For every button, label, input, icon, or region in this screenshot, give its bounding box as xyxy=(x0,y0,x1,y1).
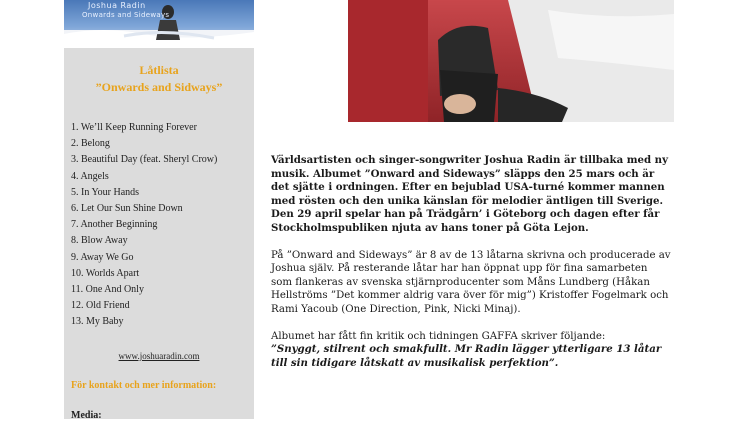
track-item: 10. Worlds Apart xyxy=(71,267,140,279)
track-item: 7. Another Beginning xyxy=(71,219,158,231)
track-item: 2. Belong xyxy=(71,138,110,150)
lead-paragraph: Världsartisten och singer-songwriter Joshua Radin är tillbaka med ny musik. Albumet ”Onward and Sideways” släpps den 25 mars och är det sjätte i ordningen. Efter en bejublad USA-turné kommer mannen med rösten och den unika känslan för melodier äntligen till Sverige. Den 29 april spelar han på Trädgårn’ i Göteborg och dagen efter får Stockholmspubliken njuta av hans toner på Göta Lejon. xyxy=(271,154,668,234)
track-item: 8. Blow Away xyxy=(71,235,128,247)
track-item: 5. In Your Hands xyxy=(71,186,140,198)
track-list-title xyxy=(64,62,254,96)
contact-heading: För kontakt och mer information: xyxy=(71,380,217,391)
track-item: 13. My Baby xyxy=(71,316,124,328)
sidebar xyxy=(64,0,254,419)
cover-album-text: Onwards and Sideways xyxy=(82,11,170,19)
press-release-body xyxy=(271,154,671,370)
track-item: 4. Angels xyxy=(71,170,109,182)
album-cover-image xyxy=(64,0,254,48)
website-link[interactable]: www.joshuaradin.com xyxy=(118,351,200,361)
track-item: 9. Away We Go xyxy=(71,251,134,263)
track-list xyxy=(71,120,217,331)
paragraph-collaborations: På ”Onward and Sideways” är 8 av de 13 låtarna skrivna och producerade av Joshua själv. På resterande låtar har han öppnat upp för fina samarbeten som flankeras av svenska stjärnproducenter som Måns Lundberg (Håkan Hellströms ”Det kommer aldrig vara över för mig”) Kristoffer Fogelmark och Rami Yacoub (One Direction, Pink, Nicki Minaj). xyxy=(271,249,671,315)
review-intro: Albumet har fått fin kritik och tidningen GAFFA skriver följande: xyxy=(271,330,606,342)
cover-artist-text: Joshua Radin xyxy=(88,1,146,10)
track-list-title-line1: Låtlista xyxy=(139,63,179,77)
paragraph-review xyxy=(271,330,671,371)
track-item: 3. Beautiful Day (feat. Sheryl Crow) xyxy=(71,154,218,166)
artist-photo-illustration xyxy=(348,0,674,122)
track-list-title-line2: ”Onwards and Sidways” xyxy=(95,80,223,94)
artist-photo xyxy=(348,0,674,122)
track-item: 12. Old Friend xyxy=(71,300,130,312)
track-item: 11. One And Only xyxy=(71,284,144,296)
media-label: Media: xyxy=(71,410,102,421)
track-item: 6. Let Our Sun Shine Down xyxy=(71,203,183,215)
track-item: 1. We’ll Keep Running Forever xyxy=(71,122,197,133)
review-quote: ”Snyggt, stilrent och smakfullt. Mr Radin lägger ytterligare 13 låtar till sin tidigare låtskatt av musikalisk perfektion”. xyxy=(271,343,662,369)
